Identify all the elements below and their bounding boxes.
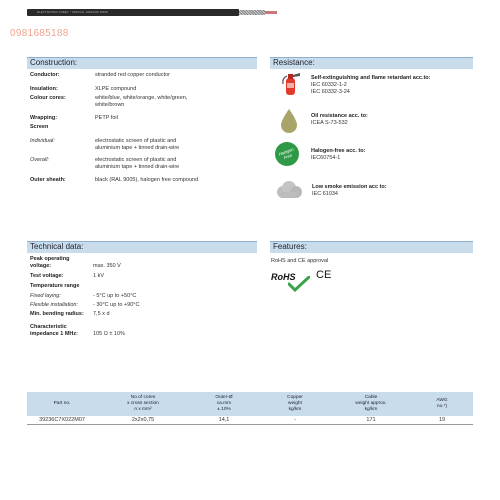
th-part-no [27, 392, 97, 416]
th-awg-text: AWG no.*) [436, 398, 448, 409]
oil-title: Oil resistance acc. to: [311, 113, 368, 119]
oil-std: ICEA S-73-532 [311, 120, 348, 126]
rohs-mark: RoHS [271, 272, 296, 282]
bend-label: Min. bending radius: [30, 311, 84, 317]
halogen-title: Halogen-free acc. to: [311, 148, 366, 154]
th-copper-weight-text: Copper weight kg/km [287, 395, 303, 412]
overall-value-1: electrostatic screen of plastic and [95, 157, 177, 163]
insulation-value: XLPE compound [95, 86, 137, 92]
individual-value-2: aluminium tape + tinned drain-wire [95, 145, 180, 151]
conductor-value: stranded red copper conductor [95, 72, 170, 78]
cable-wires [265, 11, 277, 14]
individual-value-1: electrostatic screen of plastic and [95, 138, 177, 144]
individual-label: Individual: [30, 138, 55, 144]
features-title: Features: [273, 242, 307, 251]
peak-label-1: Peak operating [30, 256, 70, 262]
construction-header [27, 57, 257, 69]
impedance-label-1: Characteristic [30, 324, 67, 330]
colour-value-1: white/blue, white/orange, white/green, [95, 95, 188, 101]
td-part-no: 39236C7X022M07 [39, 417, 85, 423]
ce-mark: CE [316, 269, 332, 281]
th-awg [411, 392, 473, 416]
td-awg: 19 [438, 417, 446, 423]
insulation-label: Insulation: [30, 86, 58, 92]
overall-label: Overall: [30, 157, 49, 163]
td-cable-weight: 171 [366, 417, 376, 423]
th-cable-weight [331, 392, 411, 416]
technical-title: Technical data: [30, 242, 84, 251]
flex-label: Flexible installation: [30, 302, 78, 308]
impedance-value: 105 Ω ± 10% [93, 331, 125, 337]
peak-label-2: voltage: [30, 263, 52, 269]
smoke-title: Low smoke emission acc to: [312, 184, 387, 190]
flex-value: - 30°C up to +90°C [93, 302, 140, 308]
wrapping-label: Wrapping: [30, 115, 58, 121]
sheath-value: black (RAL 9005), halogen free compound [95, 177, 199, 183]
colour-label: Colour cores: [30, 95, 66, 101]
fire-extinguisher-icon [280, 70, 302, 96]
features-header [270, 241, 473, 253]
halogen-badge-text: Halogen Free [277, 146, 295, 161]
table-header [27, 392, 473, 416]
technical-header [27, 241, 257, 253]
th-cores-text: No.of cores x cross section n x mm² [127, 395, 159, 412]
colour-value-2: white/brown [95, 102, 125, 108]
sheath-label: Outer sheath: [30, 177, 66, 183]
resistance-title: Resistance: [273, 58, 315, 67]
th-cores [97, 392, 189, 416]
cable-image [27, 9, 277, 16]
td-copper-weight: - [294, 417, 296, 423]
temp-label: Temperature range [30, 283, 80, 289]
peak-value: max. 350 V [93, 263, 121, 269]
smoke-cloud-icon [275, 180, 303, 200]
check-icon [288, 276, 310, 292]
construction-title: Construction: [30, 58, 78, 67]
conductor-label: Conductor: [30, 72, 60, 78]
test-value: 1 kV [93, 273, 105, 279]
th-outer-diameter-text: Outer-Ø ca.mm ± 10% [215, 395, 233, 412]
th-cable-weight-text: Cable weight approx. kg/km [355, 395, 387, 412]
th-outer-diameter [189, 392, 259, 416]
th-copper-weight [259, 392, 331, 416]
test-label: Test voltage: [30, 273, 64, 279]
screen-label: Screen [30, 124, 49, 130]
halogen-free-icon [272, 139, 303, 170]
td-cores: 2x2x0,75 [131, 417, 155, 423]
table-row-divider [27, 424, 473, 425]
wrapping-value: PETP foil [95, 115, 118, 121]
fixed-label: Fixed laying: [30, 293, 61, 299]
flame-std-2: IEC 60332-3-24 [311, 89, 350, 95]
flame-std-1: IEC 60332-1-2 [311, 82, 347, 88]
approval-text: RoHS and CE approval [271, 258, 329, 264]
oil-drop-icon [279, 108, 299, 134]
impedance-label-2: impedance 1 MHz: [30, 331, 78, 337]
flame-title: Self-extinguishing and flame retardant acc.to: [311, 75, 431, 81]
overall-value-2: aluminium tape + tinned drain-wire [95, 164, 180, 170]
th-part-no-text: Part no. [53, 401, 71, 406]
bend-value: 7,5 x d [93, 311, 110, 317]
cable-print-text: ELETTROTEK KABEL * SPECIAL MEDIUM WIRE [37, 10, 108, 14]
phone-watermark: 0981685188 [10, 28, 69, 39]
td-outer-diameter: 14,1 [218, 417, 230, 423]
halogen-std: IEC60754-1 [311, 155, 341, 161]
cable-braid [239, 10, 265, 15]
resistance-header [270, 57, 473, 69]
fixed-value: - 5°C up to +50°C [93, 293, 137, 299]
smoke-std: IEC 61034 [312, 191, 338, 197]
